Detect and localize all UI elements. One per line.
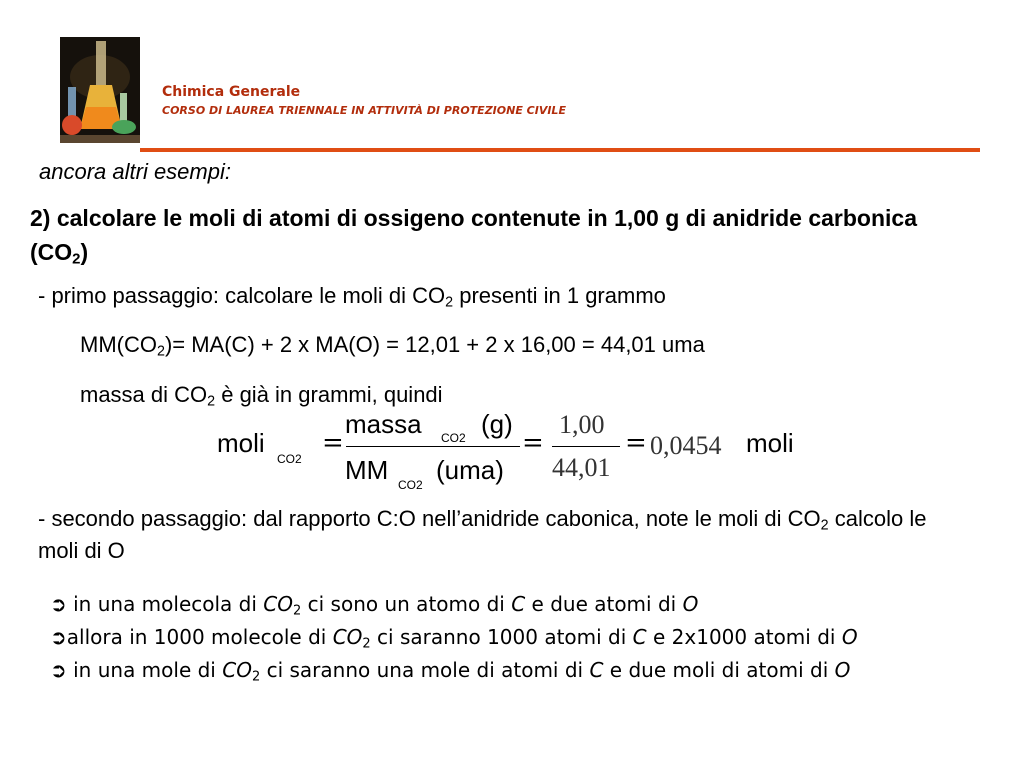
equation-denominator-1: MM [345, 455, 389, 485]
molar-mass-sub: 2 [156, 343, 165, 360]
course-title: Chimica Generale [162, 84, 301, 100]
mass-line-sub: 2 [207, 393, 216, 410]
bullet-2-co: CO [332, 625, 363, 649]
bullet-1-c: C [511, 592, 526, 616]
molar-mass-b: )= MA(C) + 2 x MA(O) = 12,01 + 2 x 16,00 = 44,01 uma [164, 332, 705, 357]
bullet-list [50, 588, 975, 687]
step-one-b: presenti in 1 grammo [453, 283, 666, 308]
bullet-3-c: C [589, 658, 604, 682]
bullet-2-c: C [632, 625, 647, 649]
arrow-icon: ➲ [50, 592, 67, 616]
step-one-sub: 2 [445, 294, 454, 311]
equation-denominator-1-sub: CO2 [398, 478, 423, 492]
bullet-3-o: O [834, 658, 851, 682]
equation-numerator-1-sub: CO2 [441, 431, 466, 445]
mass-line-b: è già in grammi, quindi [215, 382, 443, 407]
equation-denominator-1-unit: (uma) [436, 455, 504, 485]
equation-equals-3: = [625, 428, 647, 458]
bullet-2-b: ci saranno 1000 atomi di [370, 625, 633, 649]
equation-lhs: moli [217, 428, 265, 458]
bullet-1-co: CO [263, 592, 293, 616]
bullet-2-sub: 2 [362, 636, 371, 652]
molar-mass-line [80, 332, 705, 358]
equation-result: 0,0454 [650, 431, 722, 460]
equation-unit: moli [746, 428, 794, 458]
question-text: 2) calcolare le moli di atomi di ossigeno contenute in 1,00 g di anidride carbonica (CO [30, 205, 917, 265]
fraction-bar-1 [346, 446, 520, 447]
equation-denominator-2: 44,01 [552, 453, 611, 482]
fraction-bar-2 [552, 446, 620, 447]
step-two [38, 503, 958, 567]
step-one-a: - primo passaggio: calcolare le moli di CO [38, 283, 446, 308]
equation-equals-2: = [522, 428, 544, 458]
bullet-3-co: CO [222, 658, 252, 682]
bullet-3-b: ci saranno una mole di atomi di [260, 658, 590, 682]
mass-line [80, 382, 443, 408]
question-subscript: 2 [72, 250, 81, 268]
exercise-question [30, 201, 930, 269]
step-one [38, 283, 666, 309]
bullet-2-o: O [841, 625, 858, 649]
bullet-item-1 [50, 588, 975, 621]
bullet-1-a: in una molecola di [66, 592, 264, 616]
bullet-item-2 [50, 621, 975, 654]
logo-image [60, 37, 140, 143]
step-two-a: - secondo passaggio: dal rapporto C:O nell’anidride cabonica, note le moli di CO [38, 506, 821, 531]
bullet-3-mid: e due moli di atomi di [603, 658, 835, 682]
bullet-1-mid: e due atomi di [525, 592, 683, 616]
equation-numerator-1-unit: (g) [481, 409, 513, 439]
header-divider [140, 148, 980, 152]
equation-numerator-2: 1,00 [559, 410, 605, 439]
step-two-sub: 2 [820, 517, 829, 534]
equation-equals-1: = [322, 428, 344, 458]
bullet-3-sub: 2 [251, 669, 261, 685]
equation-lhs-sub: CO2 [277, 452, 302, 466]
course-subtitle: CORSO DI LAUREA TRIENNALE IN ATTIVITÀ DI PROTEZIONE CIVILE [162, 104, 566, 117]
bullet-3-a: in una mole di [66, 658, 223, 682]
bullet-2-mid: e 2x1000 atomi di [646, 625, 842, 649]
bullet-2-a: allora in 1000 molecole di [66, 625, 333, 649]
laboratory-glassware-icon [60, 37, 140, 143]
equation-numerator-1: massa [345, 409, 422, 439]
bullet-1-b: ci sono un atomo di [301, 592, 512, 616]
step-two-b: calcolo le moli di O [38, 506, 927, 563]
bullet-1-o: O [682, 592, 699, 616]
bullet-1-sub: 2 [293, 603, 302, 619]
intro-text: ancora altri esempi: [39, 159, 231, 184]
arrow-icon: ➲ [50, 658, 67, 682]
arrow-icon: ➲ [50, 625, 67, 649]
bullet-item-3 [50, 654, 975, 687]
mass-line-a: massa di CO [80, 382, 208, 407]
molar-mass-a: MM(CO [80, 332, 157, 357]
question-end: ) [80, 239, 89, 265]
